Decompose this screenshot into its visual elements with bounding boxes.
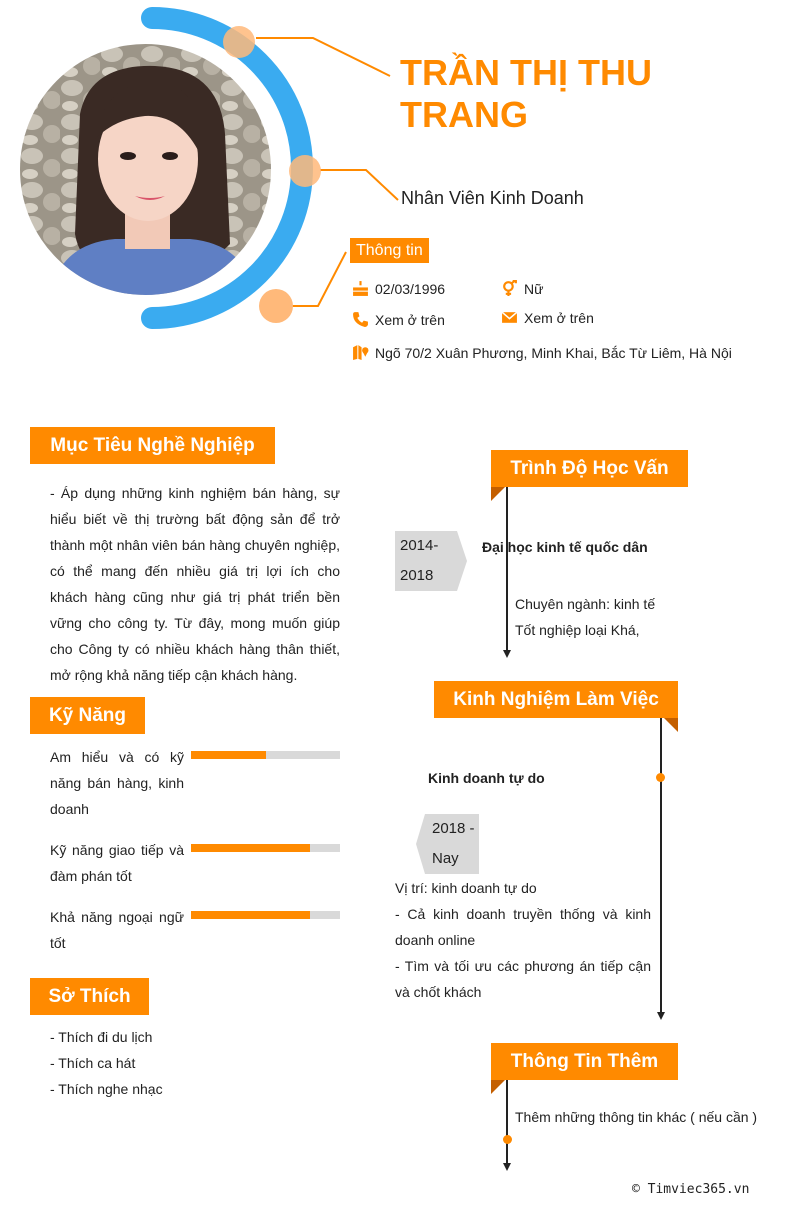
address-value: Ngõ 70/2 Xuân Phương, Minh Khai, Bắc Từ Liêm, Hà Nội <box>375 344 732 361</box>
hobby-item: - Thích ca hát <box>50 1055 136 1071</box>
skill-bar <box>191 844 340 852</box>
education-heading: Trình Độ Học Vấn <box>491 450 688 487</box>
experience-heading: Kinh Nghiệm Làm Việc <box>434 681 678 718</box>
gender-value: Nữ <box>524 280 544 297</box>
hobby-item: - Thích nghe nhạc <box>50 1081 163 1097</box>
timeline-dot <box>656 773 665 782</box>
skill-bar <box>191 751 340 759</box>
envelope-icon <box>501 309 518 326</box>
timeline-line <box>506 487 508 652</box>
address-row <box>352 344 732 361</box>
objective-text: - Áp dụng những kinh nghiệm bán hàng, sự hiểu biết về thị trường bất động sản để trở thành một nhân viên bán hàng chuyên nghiệp, có thể mang đến nhiều giá trị lợi ích cho khách hàng cũng như giá trị phát triển bền vững cho công ty. Từ đây, mong muốn giúp cho Công ty có nhiều khách hàng thân thiết, mở rộng khả năng tiếp cận khách hàng. <box>50 485 340 683</box>
timeline-arrow <box>503 1163 511 1171</box>
skill-label: Am hiểu và có kỹ năng bán hàng, kinh doanh <box>50 749 184 817</box>
skills-heading: Kỹ Năng <box>30 697 145 734</box>
experience-position: Vị trí: kinh doanh tự do <box>395 880 537 896</box>
timeline-line <box>506 1080 508 1164</box>
timeline-dot <box>503 1135 512 1144</box>
email-value: Xem ở trên <box>524 309 594 326</box>
heading-notch <box>664 718 678 732</box>
education-period <box>400 531 438 591</box>
education-result: Tốt nghiệp loại Khá, <box>515 622 640 638</box>
experience-period <box>432 814 475 874</box>
profile-photo <box>20 44 271 295</box>
skill-bar-fill <box>191 911 310 919</box>
phone-value: Xem ở trên <box>375 311 445 328</box>
map-pin-icon <box>352 344 369 361</box>
experience-end: Nay <box>432 850 459 867</box>
hobbies-heading: Sở Thích <box>30 978 149 1015</box>
timeline-arrow <box>503 650 511 658</box>
heading-notch <box>491 487 505 501</box>
extra-text: Thêm những thông tin khác ( nếu cần ) <box>515 1109 758 1125</box>
timeline-arrow <box>657 1012 665 1020</box>
experience-duty: - Tìm và tối ưu các phương án tiếp cận và chốt khách <box>395 958 651 1000</box>
timeline-line <box>660 718 662 1014</box>
phone-icon <box>352 311 369 328</box>
job-title: Nhân Viên Kinh Doanh <box>401 188 584 208</box>
extra-heading: Thông Tin Thêm <box>491 1043 678 1080</box>
objective-heading: Mục Tiêu Nghề Nghiệp <box>30 427 275 464</box>
email-row <box>501 309 594 326</box>
birthdate-value: 02/03/1996 <box>375 280 446 297</box>
education-major: Chuyên ngành: kinh tế <box>515 596 656 612</box>
school-name: Đại học kinh tế quốc dân <box>482 539 648 555</box>
footer-copyright: © Timviec365.vn <box>632 1182 750 1197</box>
candidate-name: TRẦN THỊ THU TRANG <box>400 52 652 135</box>
education-end: 2018 <box>400 567 434 584</box>
gender-icon <box>501 280 518 297</box>
skill-bar <box>191 911 340 919</box>
heading-notch <box>491 1080 505 1094</box>
experience-duty: - Cả kinh doanh truyền thống và kinh doanh online <box>395 906 651 948</box>
cake-icon <box>352 280 369 297</box>
hobby-item: - Thích đi du lịch <box>50 1029 153 1045</box>
gender-row <box>501 280 543 297</box>
experience-start: 2018 - <box>432 820 475 837</box>
phone-row <box>352 311 445 328</box>
skill-label: Kỹ năng giao tiếp và đàm phán tốt <box>50 842 184 884</box>
company-name: Kinh doanh tự do <box>428 770 545 786</box>
skill-bar-fill <box>191 751 266 759</box>
info-label: Thông tin <box>350 238 429 263</box>
birthdate-row <box>352 280 445 297</box>
skill-label: Khả năng ngoại ngữ tốt <box>50 909 184 951</box>
education-start: 2014- <box>400 537 439 554</box>
skill-bar-fill <box>191 844 310 852</box>
